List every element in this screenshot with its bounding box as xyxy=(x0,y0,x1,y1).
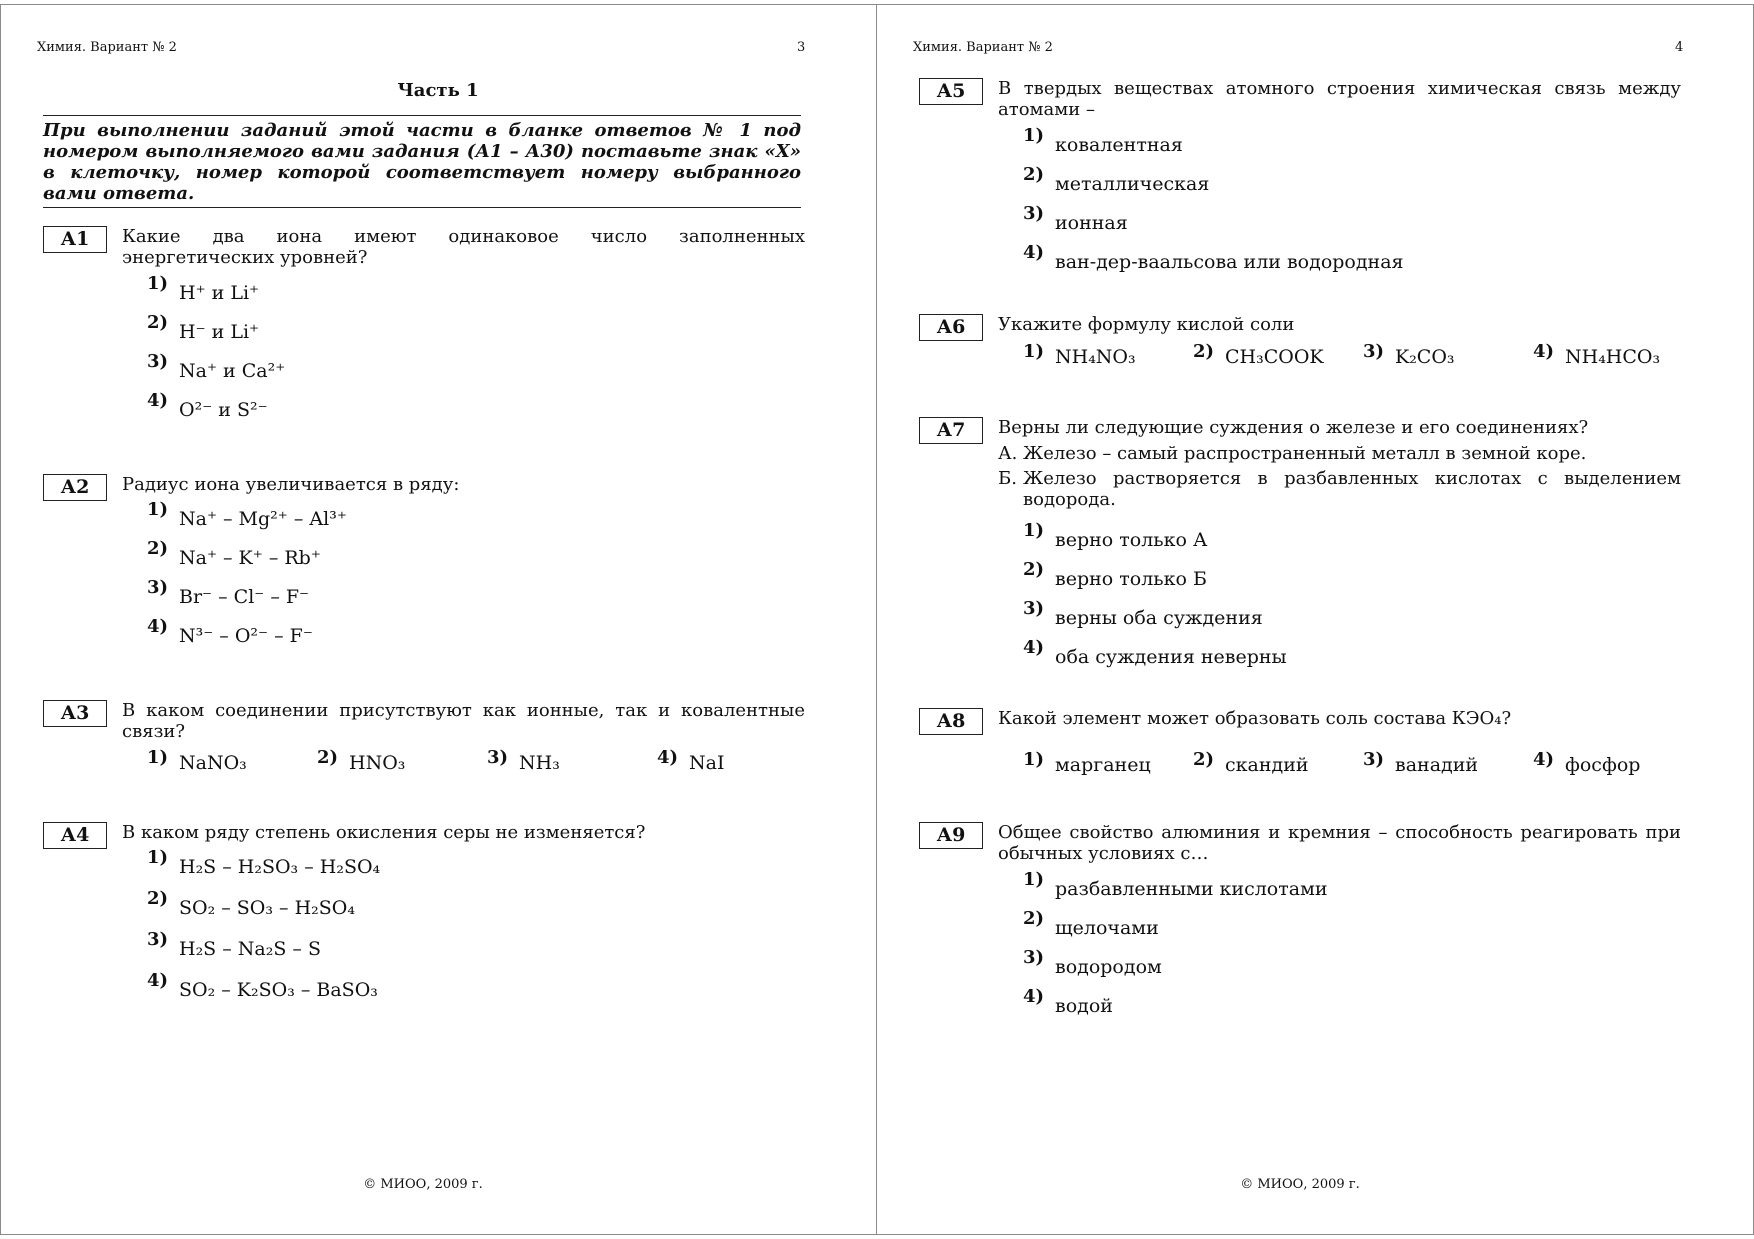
answer-options xyxy=(147,848,807,1012)
answer-option[interactable]: 3) ванадий xyxy=(1363,749,1479,776)
answer-option[interactable]: 4) NaI xyxy=(657,747,725,774)
answer-text: щелочами xyxy=(1055,917,1159,939)
answer-text: NH₃ xyxy=(519,752,560,774)
answer-option[interactable]: 3) Na⁺ и Ca²⁺ xyxy=(147,351,286,382)
answer-options-row xyxy=(147,748,827,774)
statement: Б. Железо растворяется в разбавленных кислотах с выделением водорода. xyxy=(998,468,1681,510)
task-question: Какие два иона имеют одинаковое число заполненных энергетических уровней? xyxy=(122,226,805,268)
answer-text: H⁻ и Li⁺ xyxy=(179,321,260,343)
answer-text: Na⁺ – K⁺ – Rb⁺ xyxy=(179,547,321,569)
answer-text: SO₂ – K₂SO₃ – BaSO₃ xyxy=(179,979,378,1001)
answer-text: марганец xyxy=(1055,754,1151,776)
answer-text: H₂S – Na₂S – S xyxy=(179,938,321,960)
answer-options-row xyxy=(1023,750,1703,776)
answer-option[interactable]: 1) NaNO₃ xyxy=(147,747,247,774)
task-label: А3 xyxy=(43,700,107,727)
answer-option[interactable]: 1) марганец xyxy=(1023,749,1151,776)
task-question: Радиус иона увеличивается в ряду: xyxy=(122,474,460,495)
answer-option[interactable]: 4) SO₂ – K₂SO₃ – BaSO₃ xyxy=(147,970,378,1001)
answer-option[interactable]: 1) ковалентная xyxy=(1023,125,1183,156)
answer-option[interactable]: 4) ван-дер-ваальсова или водородная xyxy=(1023,242,1404,273)
answer-option[interactable]: 3) верны оба суждения xyxy=(1023,598,1263,629)
answer-text: NH₄HCO₃ xyxy=(1565,346,1661,368)
answer-text: ионная xyxy=(1055,212,1128,234)
task-label: А4 xyxy=(43,822,107,849)
answer-text: разбавленными кислотами xyxy=(1055,878,1328,900)
answer-text: водой xyxy=(1055,995,1113,1017)
answer-options xyxy=(1023,870,1683,1026)
task-label: А2 xyxy=(43,474,107,501)
answer-text: ковалентная xyxy=(1055,134,1183,156)
task-label: А5 xyxy=(919,78,983,105)
answer-option[interactable]: 4) N³⁻ – O²⁻ – F⁻ xyxy=(147,616,313,647)
answer-text: N³⁻ – O²⁻ – F⁻ xyxy=(179,625,313,647)
header-title: Химия. Вариант № 2 xyxy=(913,40,1053,55)
footer-copyright: © МИОО, 2009 г. xyxy=(1240,1177,1360,1192)
answer-text: фосфор xyxy=(1565,754,1641,776)
instruction-text: При выполнении заданий этой части в бланке ответов № 1 под номером выполняемого вами задания (А1 – А30) поставьте знак «Х» в клеточку, номер которой соответствует номеру выбранного вами ответа. xyxy=(43,115,801,208)
answer-text: K₂CO₃ xyxy=(1395,346,1455,368)
task-question: В каком соединении присутствуют как ионные, так и ковалентные связи? xyxy=(122,700,805,742)
answer-text: оба суждения неверны xyxy=(1055,646,1287,668)
answer-text: H₂S – H₂SO₃ – H₂SO₄ xyxy=(179,856,381,878)
answer-text: SO₂ – SO₃ – H₂SO₄ xyxy=(179,897,355,919)
answer-option[interactable]: 3) NH₃ xyxy=(487,747,560,774)
footer-copyright: © МИОО, 2009 г. xyxy=(363,1177,483,1192)
statement: А. Железо – самый распространенный металл в земной коре. xyxy=(998,443,1587,464)
task-label: А6 xyxy=(919,314,983,341)
answer-text: верно только Б xyxy=(1055,568,1207,590)
header-title: Химия. Вариант № 2 xyxy=(37,40,177,55)
answer-text: верно только А xyxy=(1055,529,1208,551)
answer-option[interactable]: 1) H⁺ и Li⁺ xyxy=(147,273,260,304)
answer-option[interactable]: 2) металлическая xyxy=(1023,164,1210,195)
answer-text: Na⁺ и Ca²⁺ xyxy=(179,360,286,382)
answer-option[interactable]: 3) Br⁻ – Cl⁻ – F⁻ xyxy=(147,577,310,608)
answer-option[interactable]: 2) Na⁺ – K⁺ – Rb⁺ xyxy=(147,538,321,569)
answer-text: NH₄NO₃ xyxy=(1055,346,1136,368)
task-question: Укажите формулу кислой соли xyxy=(998,314,1295,335)
answer-text: верны оба суждения xyxy=(1055,607,1263,629)
answer-options xyxy=(1023,126,1683,282)
answer-option[interactable]: 1) H₂S – H₂SO₃ – H₂SO₄ xyxy=(147,847,381,878)
part-title: Часть 1 xyxy=(397,80,479,101)
left-page xyxy=(0,0,876,1239)
answer-text: HNO₃ xyxy=(349,752,406,774)
answer-text: NaNO₃ xyxy=(179,752,247,774)
statements xyxy=(998,443,1681,510)
answer-option[interactable]: 1) разбавленными кислотами xyxy=(1023,869,1328,900)
answer-text: O²⁻ и S²⁻ xyxy=(179,399,268,421)
answer-option[interactable]: 2) щелочами xyxy=(1023,908,1159,939)
answer-text: NaI xyxy=(689,752,725,774)
page-number: 3 xyxy=(797,40,806,55)
answer-option[interactable]: 2) H⁻ и Li⁺ xyxy=(147,312,260,343)
page-number: 4 xyxy=(1675,40,1684,55)
task-label: А9 xyxy=(919,822,983,849)
task-label: А8 xyxy=(919,708,983,735)
answer-option[interactable]: 2) HNO₃ xyxy=(317,747,406,774)
answer-option[interactable]: 4) O²⁻ и S²⁻ xyxy=(147,390,268,421)
answer-option[interactable]: 2) SO₂ – SO₃ – H₂SO₄ xyxy=(147,888,355,919)
task-question: Какой элемент может образовать соль состава КЭО₄? xyxy=(998,708,1512,729)
answer-option[interactable]: 1) Na⁺ – Mg²⁺ – Al³⁺ xyxy=(147,499,347,530)
answer-text: Br⁻ – Cl⁻ – F⁻ xyxy=(179,586,310,608)
answer-text: водородом xyxy=(1055,956,1162,978)
answer-options-row xyxy=(1023,342,1703,368)
answer-option[interactable]: 4) NH₄HCO₃ xyxy=(1533,341,1661,368)
task-question: Общее свойство алюминия и кремния – способность реагировать при обычных условиях с… xyxy=(998,822,1681,864)
answer-option[interactable]: 4) оба суждения неверны xyxy=(1023,637,1287,668)
answer-option[interactable]: 4) водой xyxy=(1023,986,1113,1017)
answer-options xyxy=(147,274,807,430)
answer-text: CH₃COOK xyxy=(1225,346,1324,368)
answer-text: ван-дер-ваальсова или водородная xyxy=(1055,251,1404,273)
answer-option[interactable]: 3) водородом xyxy=(1023,947,1162,978)
right-page xyxy=(877,0,1753,1239)
task-label: А7 xyxy=(919,417,983,444)
answer-text: ванадий xyxy=(1395,754,1479,776)
answer-text: металлическая xyxy=(1055,173,1210,195)
answer-option[interactable]: 3) ионная xyxy=(1023,203,1128,234)
answer-option[interactable]: 4) фосфор xyxy=(1533,749,1641,776)
answer-option[interactable]: 2) скандий xyxy=(1193,749,1309,776)
task-question: Верны ли следующие суждения о железе и его соединениях? xyxy=(998,417,1589,438)
answer-text: Na⁺ – Mg²⁺ – Al³⁺ xyxy=(179,508,347,530)
task-question: В твердых веществах атомного строения химическая связь между атомами – xyxy=(998,78,1681,120)
answer-option[interactable]: 1) верно только А xyxy=(1023,520,1208,551)
task-question: В каком ряду степень окисления серы не изменяется? xyxy=(122,822,646,843)
task-label: А1 xyxy=(43,226,107,253)
answer-option[interactable]: 1) NH₄NO₃ xyxy=(1023,341,1136,368)
answer-option[interactable]: 2) CH₃COOK xyxy=(1193,341,1324,368)
answer-text: скандий xyxy=(1225,754,1309,776)
answer-option[interactable]: 2) верно только Б xyxy=(1023,559,1207,590)
answer-text: H⁺ и Li⁺ xyxy=(179,282,260,304)
answer-option[interactable]: 3) K₂CO₃ xyxy=(1363,341,1455,368)
answer-option[interactable]: 3) H₂S – Na₂S – S xyxy=(147,929,321,960)
answer-options xyxy=(147,500,807,656)
answer-options xyxy=(1023,521,1683,677)
